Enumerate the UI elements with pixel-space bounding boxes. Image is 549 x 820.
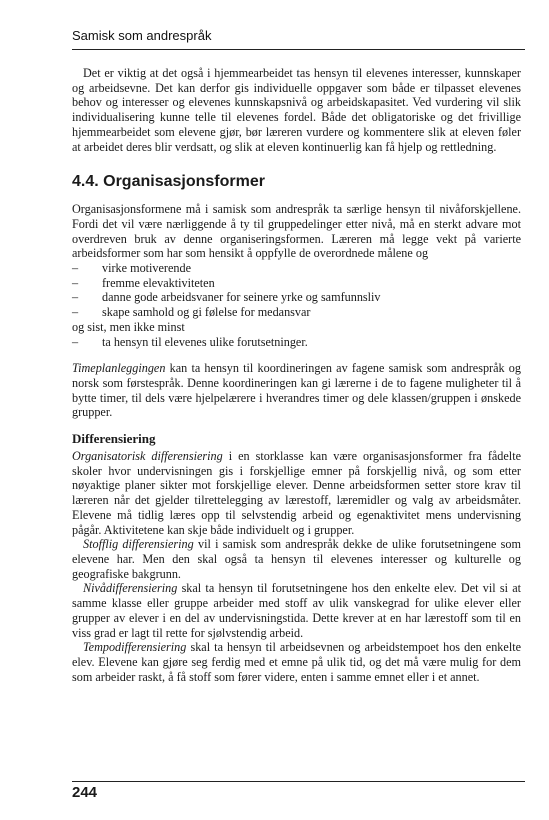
section-heading: 4.4. Organisasjonsformer <box>72 173 265 191</box>
term: Nivådifferensiering <box>83 581 178 596</box>
term: Tempodifferensiering <box>83 640 187 655</box>
timeplan-term: Timeplanleggingen <box>72 361 166 376</box>
running-title: Samisk som andrespråk <box>72 28 212 43</box>
niva-diff-paragraph <box>72 581 521 640</box>
header-rule <box>72 49 525 50</box>
last-connector: og sist, men ikke minst <box>72 319 185 334</box>
goal-item: – fremme elevaktiviteten <box>72 276 521 291</box>
last-goal-list <box>72 335 521 350</box>
term: Stofflig differensiering <box>83 537 194 552</box>
term: Organisatorisk differensiering <box>72 449 223 464</box>
intro-paragraph: Det er viktig at det også i hjemmearbeidet tas hensyn til elevenes interesser, kunnskaper og arbeidsevne. Det kan derfor gis individuelle oppgaver som både er tilpasset elevenes behov og interesser og elevenes kunnskapsnivå og arbeidskapasitet. Ved vurdering vil slik individualisering kunne telle til elevenes fordel. Både det obligatoriske og det frivillige hjemmearbeidet som elevene gjør, bør læreren vurdere og kommentere slik at eleven føler at arbeidet deres blir verdsatt, og slik at eleven kontinuerlig kan få hjelp og rettledning. <box>72 66 521 154</box>
organisation-intro: Organisasjonsformene må i samisk som andrespråk ta særlige hensyn til nivåforskjellene. Fordi det vil være nærliggende å ty til gruppedelinger etter nivå, må en sterkt advare mot overdreven bruk av denne organiseringsformen. Læreren må legge vekt på varierte arbeidsformer som har som hensikt å oppfylle de overordnede målene og <box>72 202 521 261</box>
footer-rule <box>72 781 525 782</box>
org-diff-paragraph <box>72 449 521 537</box>
goal-item: – ta hensyn til elevenes ulike forutsetninger. <box>72 335 521 350</box>
paragraph-text: skal ta hensyn til forutsetningene hos den enkelte elev. Det vil si at samme klasse eller gruppe arbeider med stoff av ulik vanskegrad for ulike elever eller grupper av elever i en del av undervisningstida. Dette krever at en har lærestoff som til en viss grad er lagt til rette for sjølvstendig arbeid. <box>72 581 521 640</box>
page-number: 244 <box>72 784 98 801</box>
differensiering-heading: Differensiering <box>72 431 156 447</box>
stofflig-diff-paragraph <box>72 537 521 581</box>
timeplan-paragraph <box>72 361 521 420</box>
goals-list <box>72 261 521 320</box>
goal-item: – virke motiverende <box>72 261 521 276</box>
paragraph-text: skal ta hensyn til arbeidsevnen og arbeidstempoet hos den enkelte elev. Elevene kan gjøre seg ferdig med et emne på ulik tid, og det må være mulig for dem som arbeider raskt, å få stoff som fører videre, enten i samme emnet eller i et annet. <box>72 640 521 684</box>
goal-item: – danne gode arbeidsvaner for seinere yrke og samfunnsliv <box>72 290 521 305</box>
page-body <box>72 66 521 684</box>
timeplan-text: kan ta hensyn til koordineringen av fagene samisk som andrespråk og norsk som førstespråk. Denne koordineringen kan gi lærerne i de to fagene muligheter til å bytte timer, til dels være hjelpelærere i hverandres timer og dele klassen/gruppen i ønskede grupper. <box>72 361 521 420</box>
goal-item: – skape samhold og gi følelse for medansvar <box>72 305 521 320</box>
paragraph-text: vil i samisk som andrespråk dekke de ulike forutsetningene som elevene har. Men den skal også ta hensyn til elevenes interesser og kulturelle og geografiske bakgrunn. <box>72 537 521 581</box>
tempo-diff-paragraph <box>72 640 521 684</box>
paragraph-text: i en storklasse kan være organisasjonsformer fra fådelte skoler hvor undervisningen gis i forskjellige emner på forskjellig nivå, og som etter nøyaktige planer sikter mot forskjellige elever. Denne arbeidsformen setter store krav til læreren når det gjelder tilrettelegging av lærestoff, læremidler og valg av arbeidsmåter. Elevene må tidlig læres opp til selvstendig arbeid og egenaktivitet mens undervisning pågår. Aktivitetene kan skje både individuelt og i grupper. <box>72 449 521 537</box>
